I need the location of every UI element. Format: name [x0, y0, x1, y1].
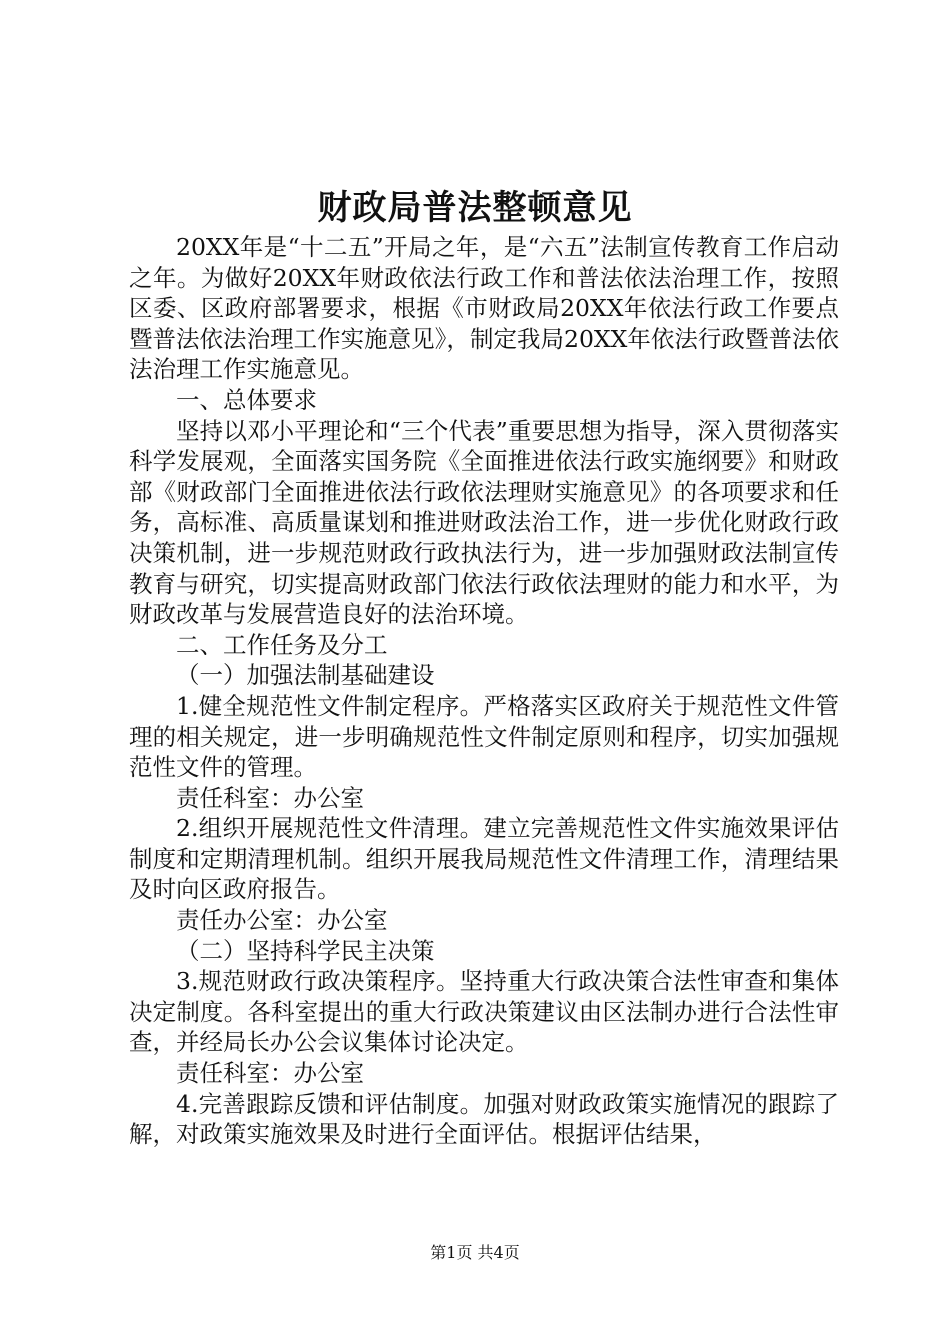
paragraph-task-2: 2.组织开展规范性文件清理。建立完善规范性文件实施效果评估制度和定期清理机制。组织开展我局规范性文件清理工作，清理结果及时向区政府报告。 [129, 814, 839, 904]
responsibility-line-2: 责任办公室：办公室 [176, 906, 388, 935]
paragraph-general-requirements: 坚持以邓小平理论和“三个代表”重要思想为指导，深入贯彻落实科学发展观，全面落实国务院《全面推进依法行政实施纲要》和财政部《财政部门全面推进依法行政依法理财实施意见》的各项要求和任务，高标准、高质量谋划和推进财政法治工作，进一步优化财政行政决策机制，进一步规范财政行政执法行为，进一步加强财政法制宣传教育与研究，切实提高财政部门依法行政依法理财的能力和水平，为财政改革与发展营造良好的法治环境。 [129, 416, 839, 629]
document-body [129, 232, 839, 1150]
page-footer: 第1页 共4页 [430, 1243, 520, 1262]
paragraph-intro: 20XX年是“十二五”开局之年，是“六五”法制宣传教育工作启动之年。为做好20XX年财政依法行政工作和普法依法治理工作，按照区委、区政府部署要求，根据《市财政局20XX年依法行政工作要点暨普法依法治理工作实施意见》，制定我局20XX年依法行政暨普法依法治理工作实施意见。 [129, 233, 839, 384]
responsibility-line-3: 责任科室：办公室 [176, 1059, 364, 1088]
section-heading-general-requirements: 一、总体要求 [176, 385, 317, 414]
responsibility-line-1: 责任科室：办公室 [176, 783, 364, 812]
subsection-heading-decision-making: （二）坚持科学民主决策 [176, 936, 435, 965]
document-title: 财政局普法整顿意见 [317, 188, 633, 228]
section-heading-tasks: 二、工作任务及分工 [176, 630, 388, 659]
paragraph-task-1: 1.健全规范性文件制定程序。严格落实区政府关于规范性文件管理的相关规定，进一步明确规范性文件制定原则和程序，切实加强规范性文件的管理。 [129, 691, 839, 782]
subsection-heading-legal-foundation: （一）加强法制基础建设 [176, 661, 435, 690]
paragraph-task-4: 4.完善跟踪反馈和评估制度。加强对财政政策实施情况的跟踪了解，对政策实施效果及时进行全面评估。根据评估结果， [129, 1089, 839, 1149]
paragraph-task-3: 3.规范财政行政决策程序。坚持重大行政决策合法性审查和集体决定制度。各科室提出的重大行政决策建议由区法制办进行合法性审查，并经局长办公会议集体讨论决定。 [129, 967, 839, 1057]
